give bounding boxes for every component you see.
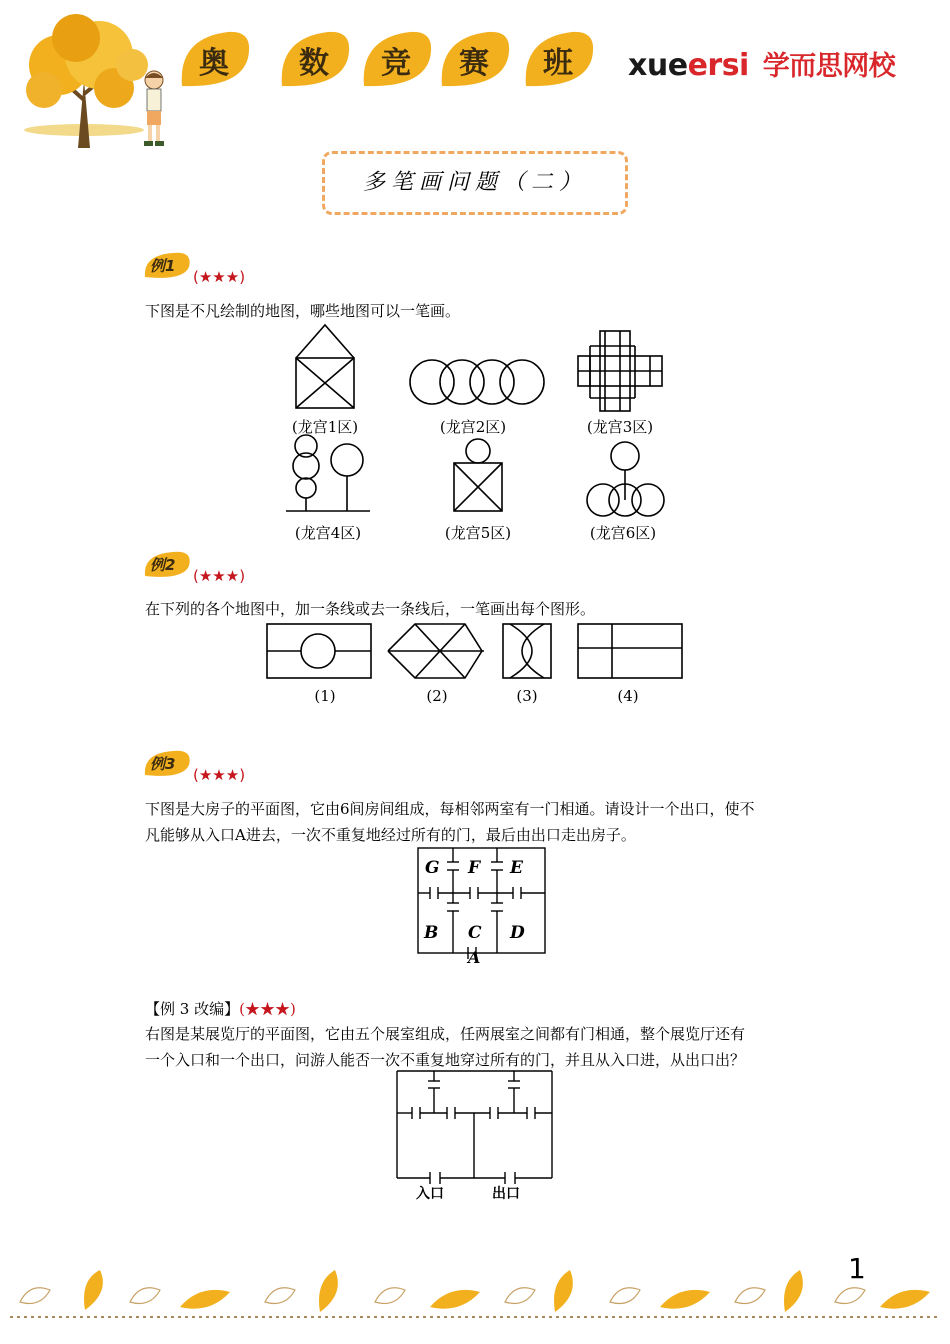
caption-longgong-5: (龙宫5区) bbox=[444, 524, 512, 542]
figure-lens bbox=[503, 624, 551, 678]
example-1-badge: 例1 bbox=[143, 251, 193, 281]
caption-longgong-1: (龙宫1区) bbox=[291, 418, 359, 436]
boy-figure bbox=[144, 71, 164, 146]
exhibition-floor-plan bbox=[392, 1068, 558, 1208]
example-1-stars: (★★★) bbox=[193, 268, 246, 286]
banner-leaf-1: 奥 bbox=[178, 28, 250, 90]
figure-rings-head bbox=[587, 442, 664, 516]
example-2-stars: (★★★) bbox=[193, 567, 246, 585]
exit-label: 出口 bbox=[492, 1186, 520, 1202]
page-title: 多笔画问题（二） bbox=[322, 151, 628, 215]
example-2-figures bbox=[260, 618, 690, 688]
figure-rings bbox=[410, 360, 544, 404]
house-floor-plan bbox=[410, 845, 555, 970]
page-number: 1 bbox=[848, 1252, 866, 1285]
example-2-badge: 例2 bbox=[143, 550, 193, 580]
figure-divided-rect bbox=[578, 624, 682, 678]
caption-fig-4: (4) bbox=[617, 687, 639, 705]
room-e-label: E bbox=[510, 858, 523, 878]
banner-leaf-4: 赛 bbox=[438, 28, 510, 90]
entrance-label: 入口 bbox=[416, 1186, 444, 1202]
example-3-line-2: 凡能够从入口A进去，一次不重复地经过所有的门，最后由出口走出房子。 bbox=[145, 826, 636, 844]
caption-longgong-6: (龙宫6区) bbox=[589, 524, 657, 542]
caption-longgong-3: (龙宫3区) bbox=[586, 418, 654, 436]
example-3-variant-line-1: 右图是某展览厅的平面图，它由五个展室组成，任两展室之间都有门相通，整个展览厅还有 bbox=[145, 1025, 746, 1043]
room-g-label: G bbox=[425, 858, 440, 878]
example-3-badge: 例3 bbox=[143, 749, 193, 779]
banner-leaf-2: 数 bbox=[278, 28, 350, 90]
figure-house bbox=[296, 325, 354, 408]
footer-leaf-border bbox=[0, 1262, 950, 1322]
entrance-a-label: A bbox=[468, 948, 481, 967]
figure-box-head bbox=[454, 439, 502, 511]
room-f-label: F bbox=[468, 858, 481, 878]
caption-longgong-2: (龙宫2区) bbox=[439, 418, 507, 436]
tree-illustration bbox=[14, 10, 174, 155]
caption-fig-2: (2) bbox=[426, 687, 448, 705]
caption-longgong-4: (龙宫4区) bbox=[294, 524, 362, 542]
caption-fig-1: (1) bbox=[314, 687, 336, 705]
example-3-line-1: 下图是大房子的平面图，它由6间房间组成，每相邻两室有一门相通。请设计一个出口，使不 bbox=[145, 800, 755, 818]
figure-rect-circle bbox=[267, 624, 371, 678]
example-2-question: 在下列的各个地图中，加一条线或去一条线后，一笔画出每个图形。 bbox=[145, 600, 596, 618]
room-c-label: C bbox=[468, 923, 482, 943]
room-b-label: B bbox=[424, 923, 439, 943]
example-3-stars: (★★★) bbox=[193, 766, 246, 784]
brand-logo: xueersi 学而思网校 bbox=[628, 48, 896, 83]
example-1-question: 下图是不凡绘制的地图，哪些地图可以一笔画。 bbox=[145, 302, 461, 320]
example-3-variant-line-2: 一个入口和一个出口，问游人能否一次不重复地穿过所有的门，并且从入口进，从出口出？ bbox=[145, 1051, 746, 1069]
room-d-label: D bbox=[510, 923, 525, 943]
example-3-variant-heading: 【例 3 改编】(★★★) bbox=[145, 1000, 296, 1018]
figure-grid bbox=[578, 331, 662, 411]
figure-diamond-cross bbox=[388, 624, 484, 678]
caption-fig-3: (3) bbox=[516, 687, 538, 705]
figure-trees bbox=[286, 435, 370, 511]
banner-leaf-3: 竞 bbox=[360, 28, 432, 90]
banner-leaf-5: 班 bbox=[522, 28, 594, 90]
